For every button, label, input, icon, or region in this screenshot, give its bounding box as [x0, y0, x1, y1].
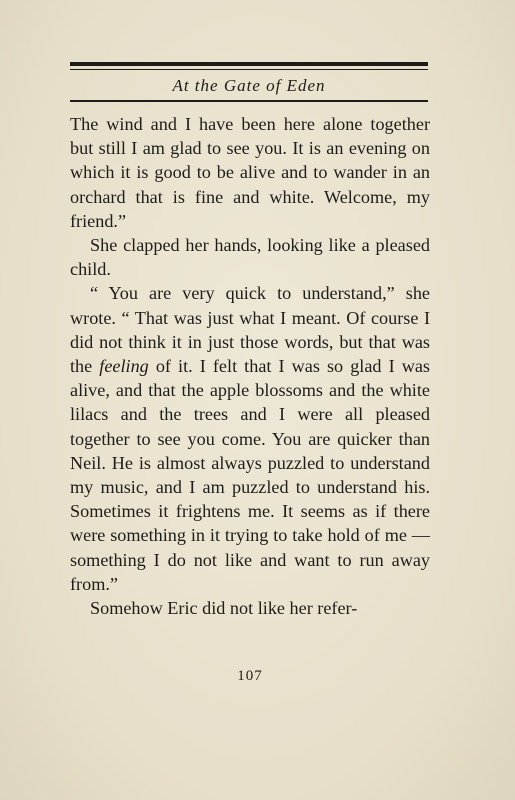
paragraph-1: The wind and I have been here alone together but still I am glad to see you. It is an evening on which it is good to be alive and to wander in an orchard that is fine and white. Welcome, my friend.”	[70, 114, 430, 231]
paragraph-3-emphasis: feeling	[99, 356, 149, 377]
header-rule-thick	[70, 62, 428, 66]
header-rule-thin	[70, 69, 428, 70]
paragraph-4: Somehow Eric did not like her refer-	[90, 598, 358, 619]
running-head-title: At the Gate of Eden	[172, 76, 326, 95]
body-text	[70, 112, 430, 620]
paragraph-3-part-b: of it. I felt that I was so glad I was alive, and that the apple blossoms and the white lilacs and the trees and I were all pleased together to see you come. You are quicker than Neil. He is almost always puzzled to understand my music, and I am puzzled to understand his. Sometimes it frightens me. It seems as if there were something in it trying to take hold of me —something I do not like and want to run away from.”	[70, 356, 430, 594]
header-rule-bottom	[70, 100, 428, 102]
paragraph-2: She clapped her hands, looking like a pleased child.	[70, 235, 430, 280]
page-number: 107	[237, 668, 263, 684]
paragraph-3	[70, 281, 430, 596]
paragraph-3-part-a: “ You are very quick to understand,” she wrote. “ That was just what I meant. Of course I did not think it in just those words, but that was the	[70, 283, 430, 377]
